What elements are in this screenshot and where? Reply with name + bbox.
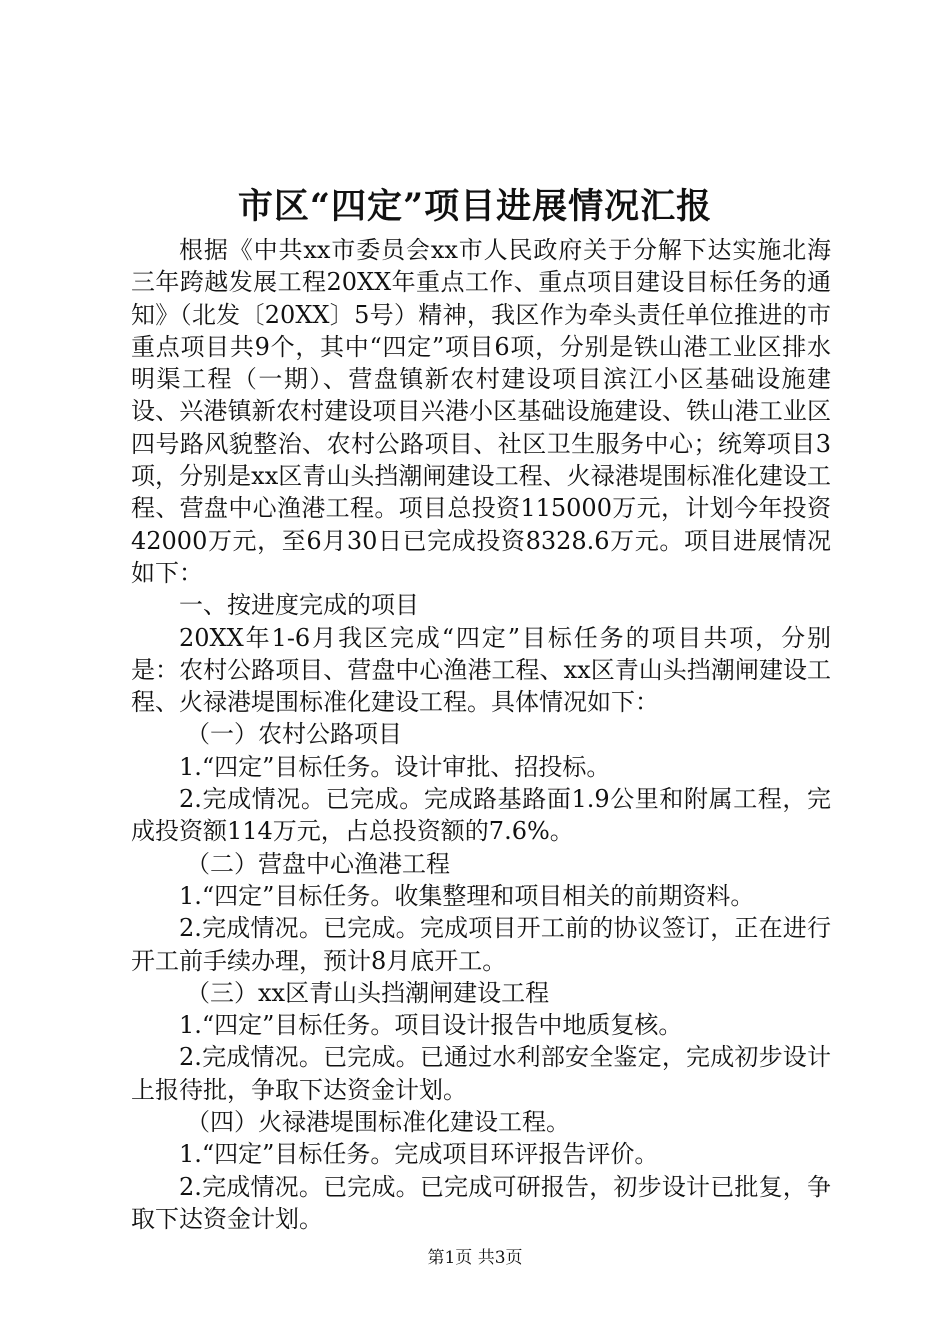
subsection-heading: （二）营盘中心渔港工程	[186, 849, 450, 878]
status-paragraph: 2.完成情况。已完成。完成项目开工前的协议签订，正在进行开工前手续办理，预计8月底开工。	[131, 914, 831, 975]
page-number-footer: 第1页 共3页	[427, 1248, 523, 1268]
status-paragraph: 2.完成情况。已完成。完成路基路面1.9公里和附属工程，完成投资额114万元，占总投资额的7.6%。	[131, 785, 831, 846]
section-summary-paragraph: 20XX年1-6月我区完成“四定”目标任务的项目共项，分别是：农村公路项目、营盘中心渔港工程、xx区青山头挡潮闸建设工程、火禄港堤围标准化建设工程。具体情况如下：	[131, 623, 831, 717]
status-paragraph: 2.完成情况。已完成。已通过水利部安全鉴定，完成初步设计上报待批，争取下达资金计划。	[131, 1043, 831, 1104]
intro-paragraph: 根据《中共xx市委员会xx市人民政府关于分解下达实施北海三年跨越发展工程20XX年重点工作、重点项目建设目标任务的通知》（北发〔20XX〕5号）精神，我区作为牵头责任单位推进的市重点项目共9个，其中“四定”项目6项，分别是铁山港工业区排水明渠工程（一期）、营盘镇新农村建设项目滨江小区基础设施建设、兴港镇新农村建设项目兴港小区基础设施建设、铁山港工业区四号路风貌整治、农村公路项目、社区卫生服务中心；统筹项目3项，分别是xx区青山头挡潮闸建设工程、火禄港堤围标准化建设工程、营盘中心渔港工程。项目总投资115000万元，计划今年投资42000万元，至6月30日已完成投资8328.6万元。项目进展情况如下：	[131, 236, 831, 587]
status-paragraph: 2.完成情况。已完成。已完成可研报告，初步设计已批复，争取下达资金计划。	[131, 1172, 831, 1233]
task-paragraph: 1.“四定”目标任务。设计审批、招投标。	[179, 752, 611, 781]
task-paragraph: 1.“四定”目标任务。项目设计报告中地质复核。	[179, 1011, 683, 1040]
task-paragraph: 1.“四定”目标任务。完成项目环评报告评价。	[179, 1140, 659, 1169]
subsection-heading: （四）火禄港堤围标准化建设工程。	[186, 1108, 570, 1137]
subsection-heading: （一）农村公路项目	[186, 720, 402, 749]
subsection-heading: （三）xx区青山头挡潮闸建设工程	[186, 978, 550, 1007]
document-title: 市区“四定”项目进展情况汇报	[237, 186, 713, 227]
document-body	[131, 234, 831, 1235]
section-heading: 一、按进度完成的项目	[179, 591, 419, 620]
task-paragraph: 1.“四定”目标任务。收集整理和项目相关的前期资料。	[179, 881, 755, 910]
